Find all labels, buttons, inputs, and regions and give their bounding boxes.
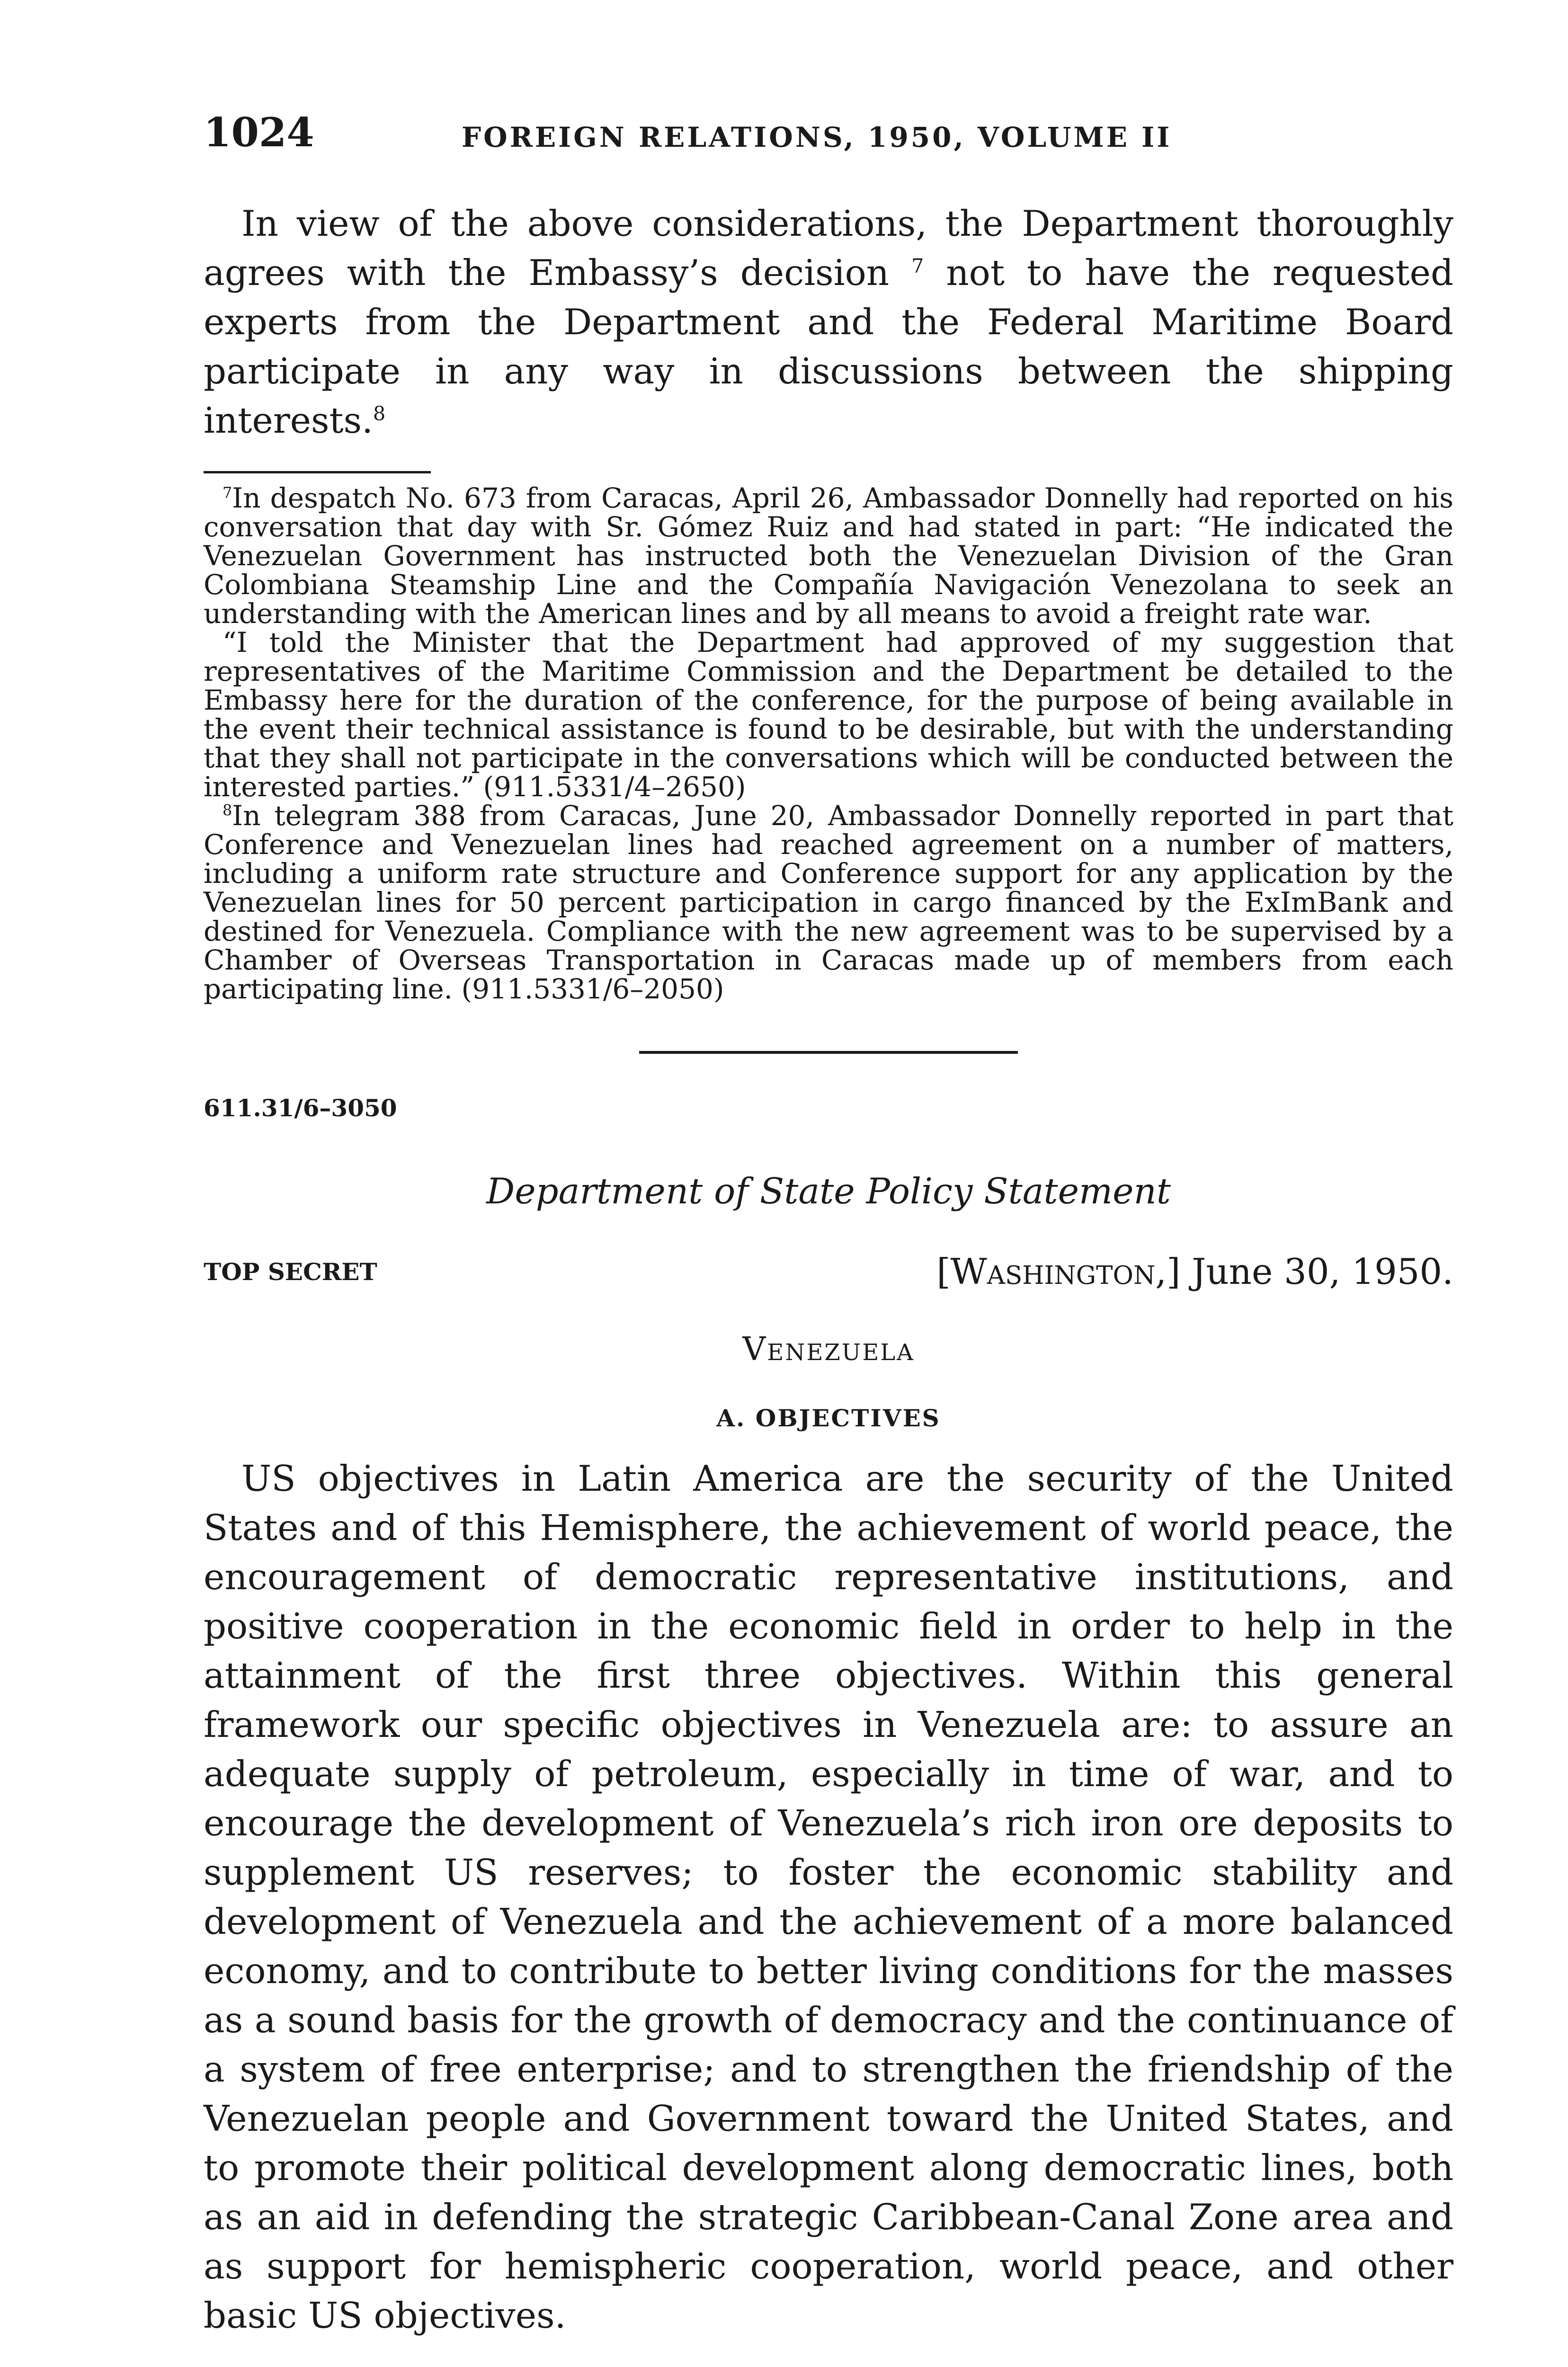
footnote-8: [204, 801, 1453, 1004]
section-divider: [639, 1051, 1018, 1054]
document-page: [204, 109, 1453, 2340]
running-head: [204, 109, 1453, 166]
footnote-8-text: In telegram 388 from Caracas, June 20, Ambassador Donnelly reported in part that Conference and Venezuelan lines had reached agreement on a number of matters, including a uniform rate structure and Conference support for any application by the Venezuelan lines for 50 percent participation in cargo financed by the ExImBank and destined for Venezuela. Compliance with the new agreement was to be supervised by a Chamber of Overseas Transportation in Caracas made up of members from each participating line. (911.5331/6–2050): [204, 800, 1453, 1005]
objectives-paragraph: US objectives in Latin America are the security of the United States and of this Hemisphere, the achievement of world peace, the encouragement of democratic representative institutions, and positive cooperation in the economic field in order to help in the attainment of the first three objectives. Within this general framework our specific objectives in Venezuela are: to assure an adequate supply of petroleum, especially in time of war, and to encourage the development of Venezuela’s rich iron ore deposits to supplement US reserves; to foster the economic stability and development of Venezuela and the achievement of a more balanced economy, and to contribute to better living conditions for the masses as a sound basis for the growth of democracy and the continuance of a system of free enterprise; and to strengthen the friendship of the Venezuelan people and Government toward the United States, and to promote their political development along democratic lines, both as an aid in defending the strategic Caribbean-Canal Zone area and as support for hemispheric cooperation, world peace, and other basic US objectives.: [204, 1458, 1453, 2336]
footnote-divider: [204, 471, 431, 473]
footnotes: [204, 484, 1453, 1004]
file-number: 611.31/6–3050: [204, 1094, 397, 1122]
dateline: [936, 1248, 1453, 1295]
document-title: Department of State Policy Statement: [486, 1170, 1171, 1212]
volume-title: FOREIGN RELATIONS, 1950, VOLUME II: [462, 121, 1172, 153]
footnote-7-continuation: “I told the Minister that the Department had approved of my suggestion that representatives of the Maritime Commission and the Department be detailed to the Embassy here for the duration of the conference, for the purpose of being available in the event their technical assistance is found to be desirable, but with the understanding that they shall not participate in the conversations which will be conducted between the interested parties.” (911.5331/4–2650): [204, 626, 1453, 803]
dateline-bracket: [: [936, 1251, 951, 1292]
footnote-ref-8: 8: [373, 402, 386, 425]
footnote-ref-7: 7: [911, 255, 924, 277]
footnote-7-marker: 7: [223, 483, 232, 502]
intro-text-start: In view of the above considerations, the Department thoroughly agrees with the Embassy’s decision: [204, 203, 1453, 294]
footnote-7-text: In despatch No. 673 from Caracas, April 26, Ambassador Donnelly had reported on his conversation that day with Sr. Gómez Ruiz and had stated in part: “He indicated the Venezuelan Government has instructed both the Venezuelan Division of the Gran Colombiana Steamship Line and the Compañía Navigación Venezolana to seek an understanding with the American lines and by all means to avoid a freight rate war.: [204, 482, 1453, 630]
intro-paragraph: [204, 199, 1453, 445]
footnote-7: [204, 484, 1453, 628]
page-number: 1024: [204, 109, 314, 156]
classification-row: [204, 1248, 1453, 1300]
country-heading: Venezuela: [742, 1331, 915, 1368]
intro-text-middle: not to have the requested experts from the Department and the Federal Maritime Board participate in any way in discussions between the shipping interests.: [204, 252, 1453, 441]
dateline-date: ,] June 30, 1950.: [1155, 1251, 1453, 1292]
classification-label: TOP SECRET: [204, 1258, 377, 1286]
footnote-8-marker: 8: [223, 801, 232, 819]
section-heading: A. OBJECTIVES: [716, 1404, 941, 1432]
dateline-place: Washington: [950, 1251, 1156, 1292]
